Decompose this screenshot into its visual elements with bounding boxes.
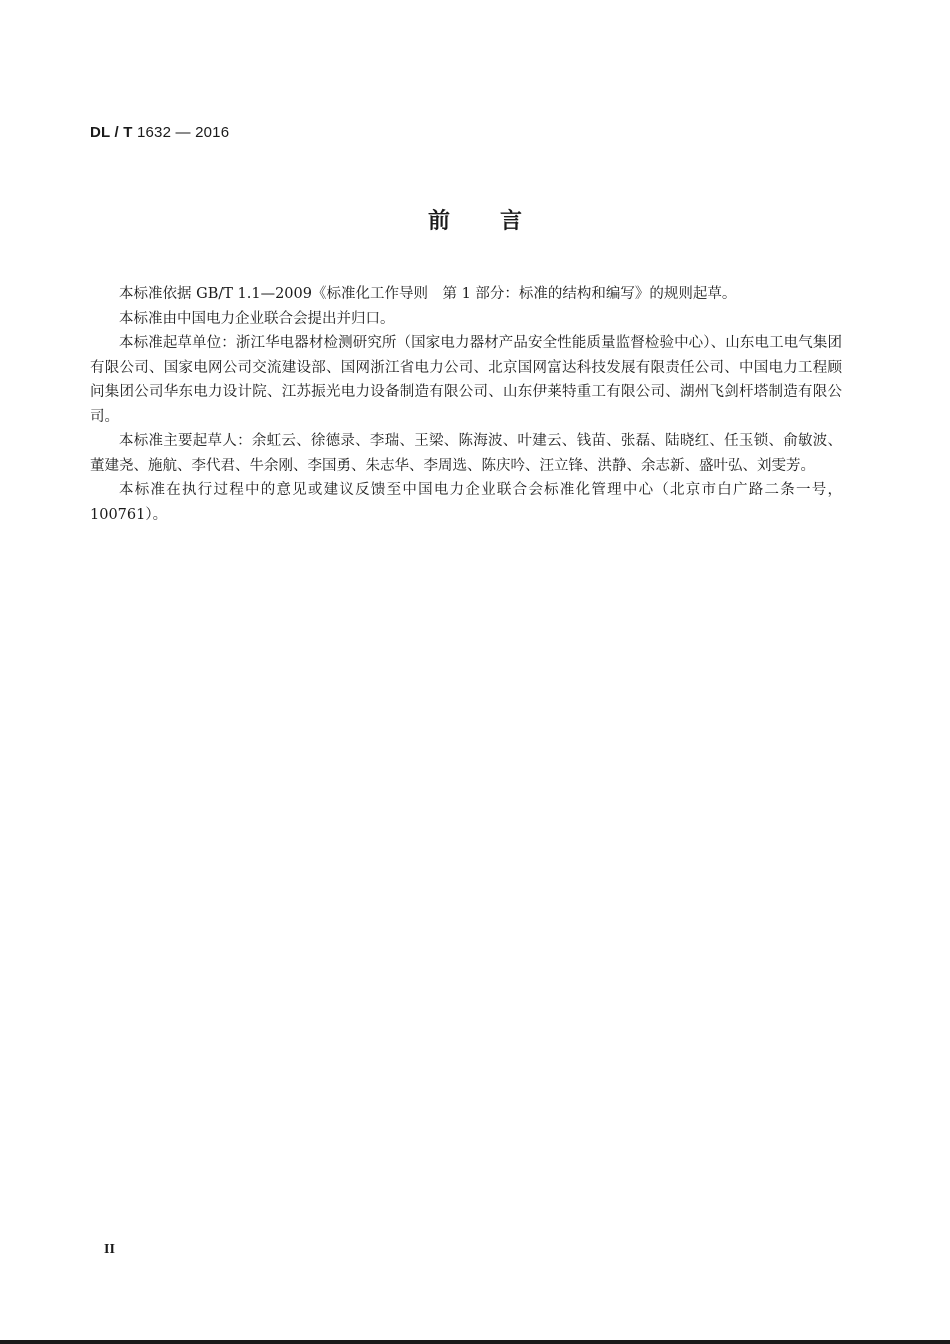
standard-code-prefix: DL / T [90, 124, 133, 141]
bottom-divider [0, 1340, 950, 1344]
paragraph-proposer: 本标准由中国电力企业联合会提出并归口。 [119, 310, 395, 327]
paragraph-feedback: 本标准在执行过程中的意见或建议反馈至中国电力企业联合会标准化管理中心（北京市白广路二条一号，100761）。 [90, 482, 842, 523]
paragraph-drafting-units: 本标准起草单位：浙江华电器材检测研究所（国家电力器材产品安全性能质量监督检验中心）、山东电工电气集团有限公司、国家电网公司交流建设部、国网浙江省电力公司、北京国网富达科技发展有限责任公司、中国电力工程顾问集团公司华东电力设计院、江苏振光电力设备制造有限公司、山东伊莱特重工有限公司、湖州飞剑杆塔制造有限公司。 [90, 335, 842, 425]
page-number: II [104, 1242, 115, 1257]
standard-code-number: 1632 — 2016 [136, 124, 230, 141]
paragraph-drafting-rules: 本标准依据 GB/T 1.1—2009《标准化工作导则 第 1 部分：标准的结构和编写》的规则起草。 [119, 286, 737, 302]
paragraph-drafters: 本标准主要起草人：余虹云、徐德录、李瑞、王梁、陈海波、叶建云、钱苗、张磊、陆晓红、任玉锁、俞敏波、董建尧、施航、李代君、牛余刚、李国勇、朱志华、李周选、陈庆吟、汪立锋、洪静、余志新、盛叶弘、刘雯芳。 [90, 433, 842, 474]
page-title: 前言 [427, 209, 572, 234]
standard-code [90, 124, 229, 141]
foreword-body [90, 282, 842, 527]
